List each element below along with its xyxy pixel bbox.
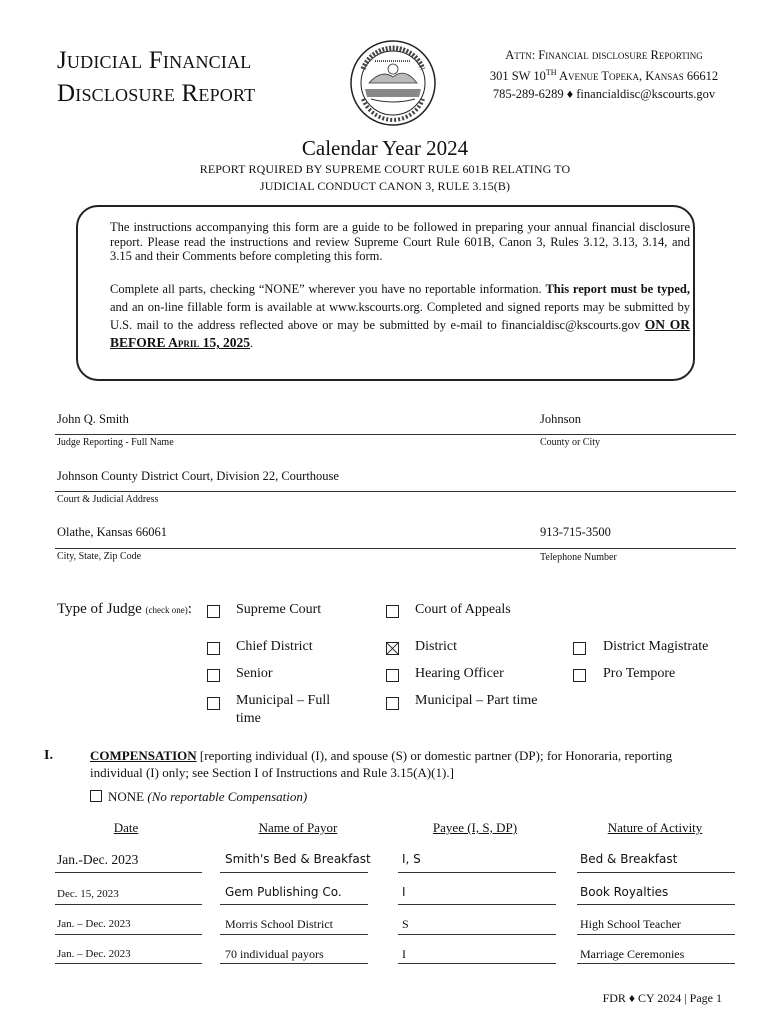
row-line (398, 934, 556, 935)
row3-payee[interactable]: S (402, 917, 409, 931)
report-title-line1: Judicial Financial (57, 47, 252, 74)
address-value[interactable]: Johnson County District Court, Division 22, Courthouse (57, 469, 339, 483)
row4-date[interactable]: Jan. – Dec. 2023 (57, 948, 131, 960)
field-line (55, 491, 736, 492)
phone-value[interactable]: 913-715-3500 (540, 525, 611, 539)
judge-type-label: Type of Judge (check one): (57, 601, 192, 617)
report-title-line2: Disclosure Report (57, 80, 256, 107)
judge-name-label: Judge Reporting - Full Name (57, 437, 174, 448)
instructions-paragraph-2: Complete all parts, checking “NONE” wherever you have no reportable information. This report must be typed, and an on-line fillable form is available at www.kscourts.org. Completed and signed reports may be submitted by U.S. mail to the address reflected above or may be submitted by e-mail to financialdisc@kscourts.gov ON OR BEFORE April 15, 2025. (110, 282, 690, 350)
option-supreme-court: Supreme Court (236, 602, 322, 617)
attn-line: Attn: Financial disclosure Reporting (505, 48, 703, 62)
row-line (220, 963, 368, 964)
option-pro-tempore: Pro Tempore (603, 666, 676, 681)
none-checkbox[interactable] (90, 790, 102, 802)
row-line (577, 872, 735, 873)
row2-payor[interactable]: Gem Publishing Co. (225, 885, 342, 899)
due-date: ON OR BEFORE April 15, 2025 (110, 317, 690, 350)
row-line (398, 963, 556, 964)
row-line (398, 904, 556, 905)
none-option[interactable]: NONE (No reportable Compensation) (90, 789, 307, 805)
checkbox-hearing-officer[interactable] (386, 669, 399, 682)
row-line (398, 872, 556, 873)
row3-activity[interactable]: High School Teacher (580, 917, 681, 931)
checkbox-supreme-court[interactable] (207, 605, 220, 618)
row-line (577, 963, 735, 964)
column-header-activity: Nature of Activity (607, 820, 703, 835)
row2-payee[interactable]: I (402, 885, 406, 899)
row4-payee[interactable]: I (402, 947, 406, 961)
phone-label: Telephone Number (540, 552, 617, 563)
section-number: I. (44, 748, 53, 763)
option-municipal-part-time: Municipal – Part time (415, 693, 538, 708)
checkbox-district-magistrate[interactable] (573, 642, 586, 655)
address-label: Court & Judicial Address (57, 494, 159, 505)
row1-activity[interactable]: Bed & Breakfast (580, 852, 678, 866)
row1-payee[interactable]: I, S (402, 852, 421, 866)
checkbox-district[interactable] (386, 642, 399, 655)
checkbox-municipal-part-time[interactable] (386, 697, 399, 710)
state-seal-icon (349, 39, 437, 127)
row4-activity[interactable]: Marriage Ceremonies (580, 947, 685, 961)
row1-date[interactable]: Jan.-Dec. 2023 (57, 852, 139, 867)
option-district: District (415, 639, 457, 654)
checkbox-senior[interactable] (207, 669, 220, 682)
report-title (57, 44, 255, 110)
checkbox-municipal-full-time[interactable] (207, 697, 220, 710)
column-header-date: Date (113, 820, 139, 835)
option-chief-district: Chief District (236, 639, 313, 654)
row1-payor[interactable]: Smith's Bed & Breakfast (225, 852, 371, 866)
row2-activity[interactable]: Book Royalties (580, 885, 669, 899)
field-line (55, 434, 736, 435)
rule-line-2: JUDICIAL CONDUCT CANON 3, RULE 3.15(B) (259, 179, 511, 193)
calendar-year: Calendar Year 2024 (301, 136, 469, 160)
field-line (55, 548, 736, 549)
row-line (55, 934, 202, 935)
county-label: County or City (540, 437, 601, 448)
county-value[interactable]: Johnson (540, 412, 581, 426)
option-municipal-full-time: Municipal – Full time (236, 693, 331, 726)
street-address: 301 SW 10TH Avenue Topeka, Kansas 66612 (489, 68, 719, 84)
rule-line-1: REPORT RQUIRED BY SUPREME COURT RULE 601B RELATING TO (199, 162, 571, 176)
section-heading: COMPENSATION (90, 748, 197, 763)
judge-name-value[interactable]: John Q. Smith (57, 412, 129, 426)
row3-payor[interactable]: Morris School District (225, 917, 333, 931)
row3-date[interactable]: Jan. – Dec. 2023 (57, 918, 131, 930)
option-district-magistrate: District Magistrate (603, 639, 709, 654)
instructions-paragraph-1: The instructions accompanying this form are a guide to be followed in preparing your annual financial disclosure report. Please read the instructions and review Supreme Court Rule 601B, Canon 3, Rules 3.12, 3.13, 3.14, and 3.15 and their Comments before completing this form. (110, 220, 690, 263)
row-line (577, 904, 735, 905)
row-line (220, 872, 368, 873)
option-hearing-officer: Hearing Officer (415, 666, 504, 681)
row-line (55, 904, 202, 905)
column-header-payee: Payee (I, S, DP) (432, 820, 518, 835)
option-court-of-appeals: Court of Appeals (415, 602, 511, 617)
contact-line: 785-289-6289 ♦ financialdisc@kscourts.gov (492, 87, 716, 102)
row-line (55, 963, 202, 964)
page-footer: FDR ♦ CY 2024 | Page 1 (602, 991, 722, 1005)
row-line (55, 872, 202, 873)
section-compensation-intro: COMPENSATION [reporting individual (I), and spouse (S) or domestic partner (DP); for Honoraria, reporting individual (I) only; see Section I of Instructions and Rule 3.15(A)(1).] (90, 748, 673, 780)
city-value[interactable]: Olathe, Kansas 66061 (57, 525, 168, 539)
city-label: City, State, Zip Code (57, 551, 142, 562)
option-senior: Senior (236, 666, 273, 681)
row-line (220, 904, 368, 905)
checkbox-chief-district[interactable] (207, 642, 220, 655)
row-line (577, 934, 735, 935)
checkbox-pro-tempore[interactable] (573, 669, 586, 682)
checkbox-court-of-appeals[interactable] (386, 605, 399, 618)
row4-payor[interactable]: 70 individual payors (225, 947, 324, 961)
row-line (220, 934, 368, 935)
mailing-address (464, 46, 744, 103)
row2-date[interactable]: Dec. 15, 2023 (57, 888, 119, 900)
column-header-payor: Name of Payor (258, 820, 338, 835)
